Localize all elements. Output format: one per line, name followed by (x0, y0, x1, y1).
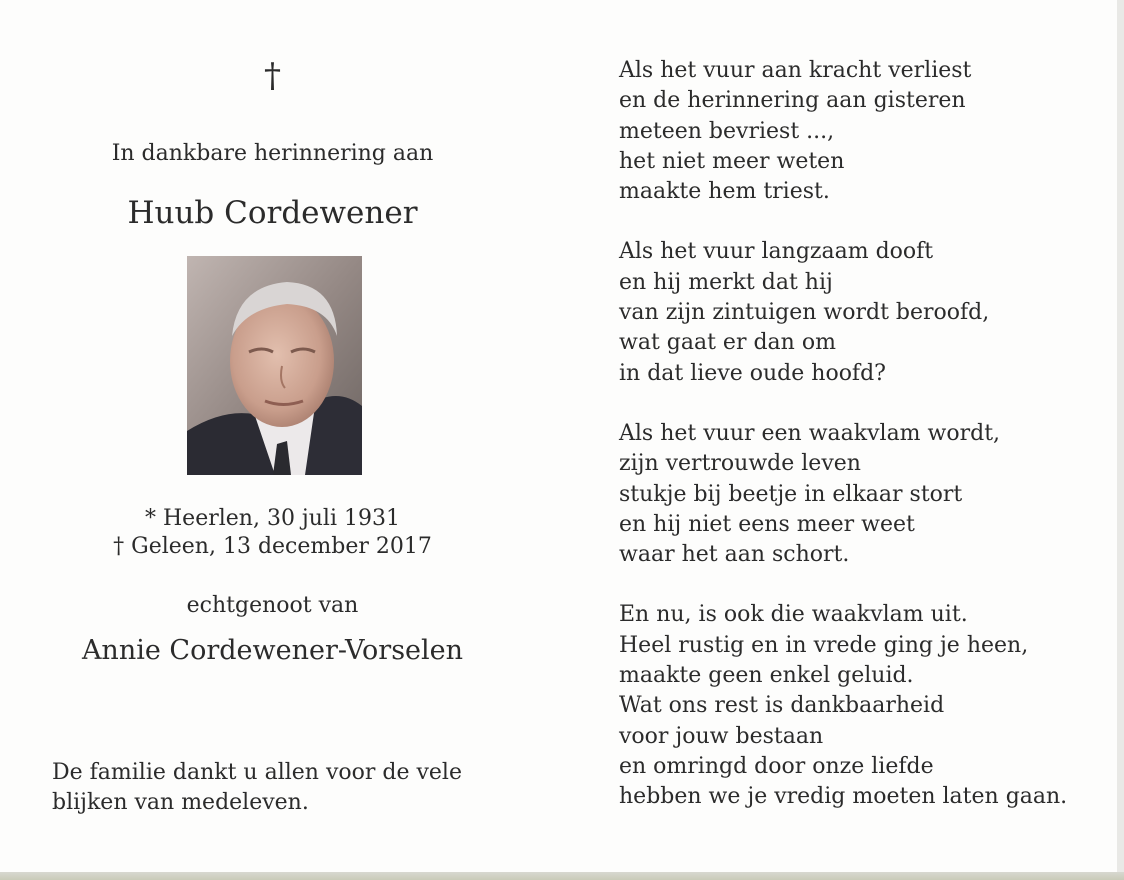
family-thanks (52, 758, 462, 818)
poem-line: het niet meer weten (619, 148, 845, 174)
deceased-name: Huub Cordewener (127, 195, 418, 231)
spouse-name: Annie Cordewener-Vorselen (81, 635, 464, 666)
poem-line: van zijn zintuigen wordt beroofd, (619, 300, 990, 326)
poem-line: en omringd door onze liefde (619, 753, 934, 779)
poem-line: Als het vuur aan kracht verliest (619, 58, 972, 83)
poem-line: en de herinnering aan gisteren (619, 88, 966, 114)
portrait-photo (187, 256, 362, 475)
poem-line: in dat lieve oude hoofd? (619, 360, 886, 386)
poem-line: stukje bij beetje in elkaar stort (619, 481, 963, 507)
poem-line: maakte hem triest. (619, 179, 830, 205)
poem-line: en hij niet eens meer weet (619, 511, 915, 537)
poem-stanza-2 (619, 237, 1099, 388)
intro-text: In dankbare herinnering aan (111, 141, 434, 166)
poem-line: waar het aan schort. (619, 542, 850, 568)
poem-stanza-3 (619, 419, 1099, 570)
poem-line: wat gaat er dan om (619, 330, 836, 356)
cross-symbol: † (264, 56, 281, 96)
birth-info: * Heerlen, 30 juli 1931 (145, 506, 400, 531)
spouse-label: echtgenoot van (186, 593, 359, 618)
poem-line: maakte geen enkel geluid. (619, 663, 914, 689)
thanks-line: De familie dankt u allen voor de vele (52, 760, 462, 785)
poem-line: meteen bevriest ..., (619, 118, 835, 144)
poem-line: Als het vuur langzaam dooft (619, 239, 934, 265)
poem-line: hebben we je vredig moeten laten gaan. (619, 784, 1068, 810)
poem-line: en hij merkt dat hij (619, 269, 833, 295)
portrait-illustration (187, 256, 362, 475)
poem-line: En nu, is ook die waakvlam uit. (619, 602, 968, 628)
poem-line: zijn vertrouwde leven (619, 451, 861, 477)
poem-stanza-4 (619, 600, 1099, 812)
poem-line: Wat ons rest is dankbaarheid (619, 693, 945, 719)
thanks-line: blijken van medeleven. (52, 790, 309, 815)
poem-line: Heel rustig en in vrede ging je heen, (619, 632, 1029, 658)
poem-stanza-1 (619, 56, 1099, 207)
poem (619, 56, 1099, 843)
poem-line: Als het vuur een waakvlam wordt, (619, 420, 1001, 446)
death-info: † Geleen, 13 december 2017 (113, 534, 432, 559)
card-bottom-edge (0, 872, 1124, 880)
card-right-edge (1117, 0, 1124, 880)
poem-line: voor jouw bestaan (619, 723, 824, 749)
